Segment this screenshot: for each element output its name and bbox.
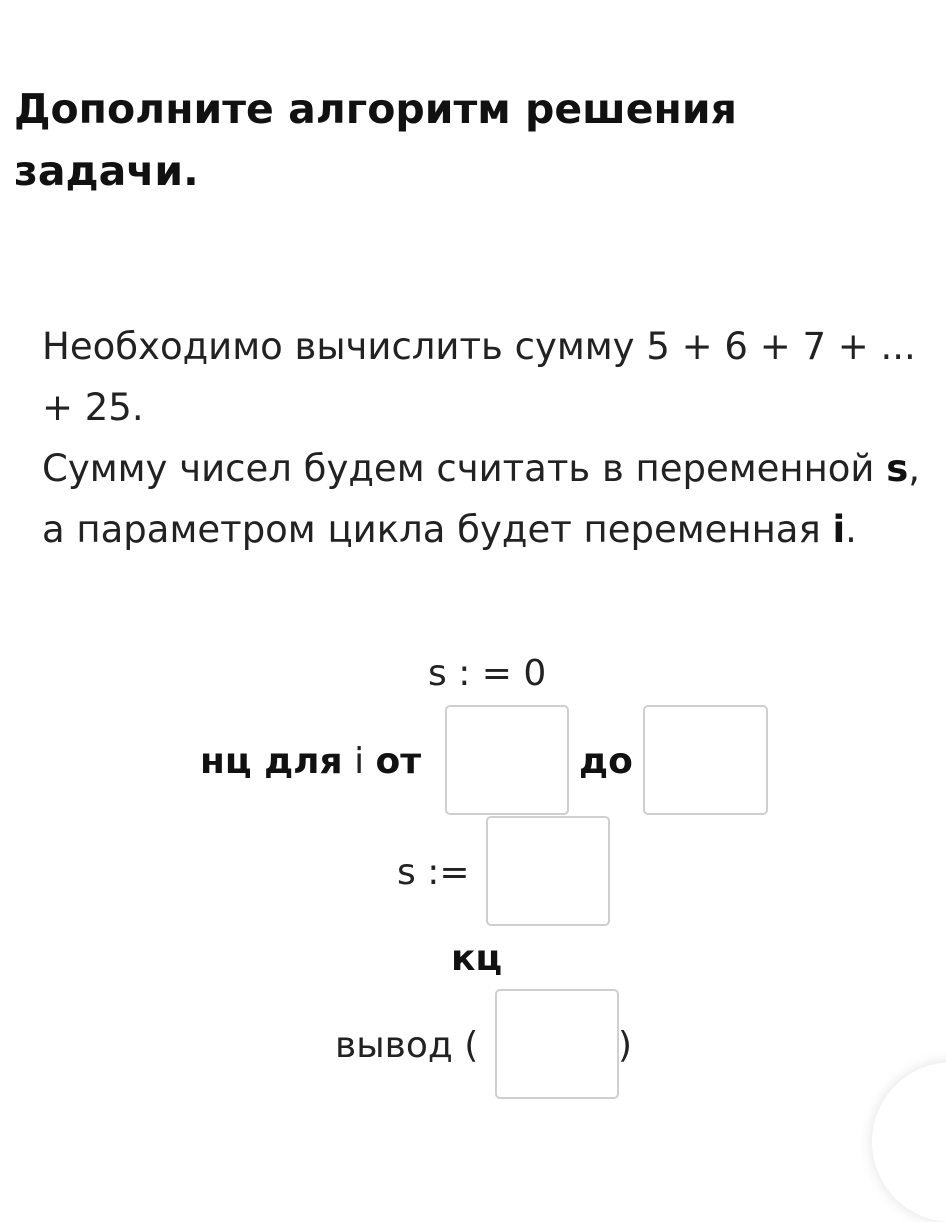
task-line-2-middle: , а параметром цикла будет переменная	[42, 447, 921, 551]
loop-keyword: нц для	[200, 741, 343, 782]
init-statement: s : = 0	[428, 653, 547, 694]
loop-end-keyword: кц	[451, 938, 503, 979]
output-value-input[interactable]	[495, 989, 619, 1099]
task-line-2-end: .	[845, 508, 857, 551]
output-close-paren: )	[618, 1025, 633, 1066]
assign-statement: s :=	[397, 852, 470, 893]
loop-variable: i	[342, 741, 376, 782]
task-line-1: Необходимо вычислить сумму 5 + 6 + 7 + ... + 25.	[42, 325, 916, 429]
task-description	[42, 316, 932, 560]
variable-i: i	[832, 508, 846, 551]
to-value-input[interactable]	[643, 705, 768, 815]
from-value-input[interactable]	[445, 705, 569, 815]
page-title: Дополните алгоритм решения задачи.	[14, 85, 737, 195]
variable-s: s	[886, 447, 909, 490]
sum-expression-input[interactable]	[486, 816, 610, 926]
corner-overlay	[872, 1062, 946, 1222]
loop-header	[200, 740, 421, 784]
output-statement: вывод (	[335, 1025, 479, 1066]
task-line-2-before: Сумму чисел будем считать в переменной	[42, 447, 887, 490]
from-keyword: от	[375, 741, 422, 782]
to-keyword: до	[579, 741, 633, 782]
